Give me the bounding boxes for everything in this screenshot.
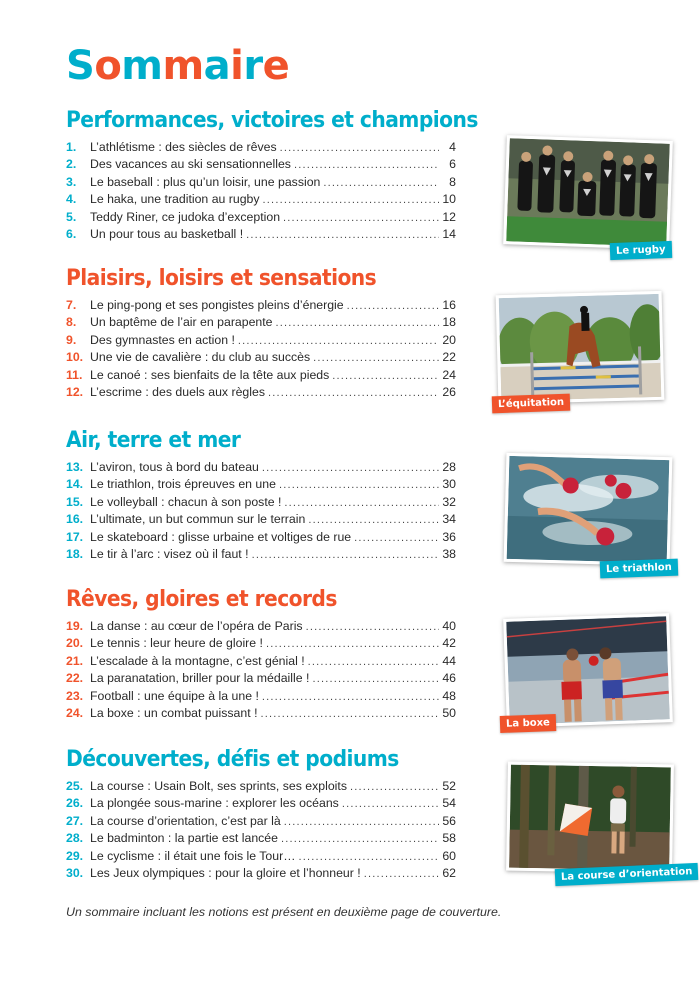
toc-number: 13. bbox=[66, 460, 84, 474]
section-title: Rêves, gloires et records bbox=[66, 587, 337, 612]
toc-item[interactable] bbox=[66, 495, 456, 512]
toc-title: La course d’orientation, c’est par là bbox=[90, 813, 281, 828]
toc-title: Le badminton : la partie est lancée bbox=[90, 831, 278, 846]
toc-item[interactable] bbox=[66, 298, 456, 315]
toc-title: Un pour tous au basketball ! bbox=[90, 226, 244, 241]
dot-leader bbox=[354, 532, 439, 544]
toc-title: Le tennis : leur heure de gloire ! bbox=[90, 636, 263, 651]
toc-number: 27. bbox=[66, 813, 84, 828]
title-letter: o bbox=[94, 43, 122, 89]
toc-page: 8 bbox=[449, 174, 456, 189]
photo-caption: Le rugby bbox=[610, 241, 672, 260]
toc-page: 6 bbox=[449, 157, 456, 172]
toc-title: Le tir à l’arc : visez où il faut ! bbox=[90, 546, 249, 561]
toc-title: L’aviron, tous à bord du bateau bbox=[90, 460, 259, 474]
toc-number: 26. bbox=[66, 796, 84, 811]
swimmers-image-icon bbox=[507, 456, 670, 563]
rugby-photo bbox=[503, 135, 673, 250]
section-title: Découvertes, défis et podiums bbox=[66, 747, 399, 772]
toc-title: Le skateboard : glisse urbaine et voltiges de rue bbox=[90, 529, 352, 544]
toc-page: 44 bbox=[442, 653, 456, 668]
dot-leader bbox=[306, 621, 439, 633]
dot-leader bbox=[266, 638, 439, 650]
toc-number: 7. bbox=[66, 298, 77, 312]
toc-page: 10 bbox=[442, 192, 456, 207]
swimming-photo bbox=[504, 453, 673, 566]
dot-leader bbox=[262, 691, 439, 703]
toc-list bbox=[66, 298, 456, 402]
toc-title: Des gymnastes en action ! bbox=[90, 332, 235, 347]
boxers-image-icon bbox=[506, 616, 669, 725]
toc-item[interactable] bbox=[66, 619, 456, 636]
toc-title: Le haka, une tradition au rugby bbox=[90, 192, 260, 207]
dot-leader bbox=[281, 833, 439, 845]
toc-number: 25. bbox=[66, 779, 84, 793]
section-title: Performances, victoires et champions bbox=[66, 108, 478, 133]
toc-number: 2. bbox=[66, 157, 77, 172]
toc-number: 11. bbox=[66, 367, 83, 382]
dot-leader bbox=[308, 514, 439, 526]
toc-item[interactable] bbox=[66, 385, 456, 402]
toc-title: Un baptême de l’air en parapente bbox=[90, 315, 273, 330]
toc-page: 62 bbox=[442, 865, 456, 880]
toc-number: 23. bbox=[66, 688, 84, 703]
toc-item[interactable] bbox=[66, 706, 456, 723]
toc-page: 36 bbox=[442, 529, 456, 544]
toc-title: L’athlétisme : des siècles de rêves bbox=[90, 140, 277, 154]
section-decouvertes bbox=[66, 745, 456, 883]
toc-number: 21. bbox=[66, 653, 84, 668]
toc-page: 4 bbox=[449, 140, 456, 154]
toc-number: 20. bbox=[66, 636, 84, 651]
toc-page: 16 bbox=[442, 298, 456, 312]
rugby-image-icon bbox=[506, 138, 669, 247]
toc-number: 29. bbox=[66, 848, 84, 863]
dot-leader bbox=[260, 708, 439, 720]
toc-item[interactable] bbox=[66, 175, 456, 192]
section-reves bbox=[66, 585, 456, 723]
boxing-photo bbox=[503, 613, 673, 728]
toc-page: 46 bbox=[442, 671, 456, 686]
toc-number: 12. bbox=[66, 384, 84, 399]
toc-page: 14 bbox=[442, 226, 456, 241]
section-performances bbox=[66, 106, 478, 244]
toc-title: Le triathlon, trois épreuves en une bbox=[90, 477, 276, 492]
toc-item[interactable] bbox=[66, 689, 456, 706]
toc-number: 8. bbox=[66, 315, 77, 330]
toc-item[interactable] bbox=[66, 849, 456, 866]
toc-page: 52 bbox=[442, 779, 456, 793]
orienteering-image-icon bbox=[509, 765, 671, 871]
toc-title: Le canoé : ses bienfaits de la tête aux pieds bbox=[90, 367, 330, 382]
toc-title: Le volleyball : chacun à son poste ! bbox=[90, 494, 282, 509]
toc-item[interactable] bbox=[66, 333, 456, 350]
toc-number: 3. bbox=[66, 174, 77, 189]
toc-page: 30 bbox=[442, 477, 456, 492]
dot-leader bbox=[252, 549, 439, 561]
section-title: Air, terre et mer bbox=[66, 428, 241, 453]
toc-page: 20 bbox=[442, 332, 456, 347]
dot-leader bbox=[246, 229, 439, 241]
toc-number: 19. bbox=[66, 619, 84, 633]
toc-title: Football : une équipe à la une ! bbox=[90, 688, 259, 703]
dot-leader bbox=[313, 352, 439, 364]
toc-item[interactable] bbox=[66, 796, 456, 813]
toc-title: L’escrime : des duels aux règles bbox=[90, 384, 265, 399]
toc-item[interactable] bbox=[66, 530, 456, 547]
footnote: Un sommaire incluant les notions est présent en deuxième page de couverture. bbox=[66, 905, 502, 919]
toc-title: Le ping-pong et ses pongistes pleins d’énergie bbox=[90, 298, 344, 312]
toc-title: La paranatation, briller pour la médaille ! bbox=[90, 671, 310, 686]
toc-item[interactable] bbox=[66, 460, 456, 477]
toc-item[interactable] bbox=[66, 477, 456, 494]
toc-item[interactable] bbox=[66, 512, 456, 529]
toc-title: Teddy Riner, ce judoka d’exception bbox=[90, 209, 281, 224]
toc-page: 48 bbox=[442, 688, 456, 703]
toc-title: La boxe : un combat puissant ! bbox=[90, 705, 258, 720]
toc-number: 30. bbox=[66, 865, 84, 880]
toc-item[interactable] bbox=[66, 350, 456, 367]
toc-item[interactable] bbox=[66, 547, 456, 564]
dot-leader bbox=[294, 159, 439, 171]
toc-item[interactable] bbox=[66, 368, 456, 385]
photo-caption: La boxe bbox=[500, 714, 556, 733]
dot-leader bbox=[263, 194, 439, 206]
toc-page: 12 bbox=[442, 209, 456, 224]
toc-page: 50 bbox=[442, 705, 456, 720]
toc-title: L’escalade à la montagne, c’est génial ! bbox=[90, 653, 305, 668]
toc-list bbox=[66, 460, 456, 564]
toc-list bbox=[66, 140, 456, 244]
toc-item[interactable] bbox=[66, 814, 456, 831]
toc-page: 28 bbox=[442, 460, 456, 474]
toc-item[interactable] bbox=[66, 866, 456, 883]
toc-page: 18 bbox=[442, 315, 456, 330]
photo-caption: L’équitation bbox=[492, 394, 571, 414]
toc-title: Une vie de cavalière : du club au succès bbox=[90, 350, 311, 365]
toc-item[interactable] bbox=[66, 779, 456, 796]
title-letter: m bbox=[162, 43, 204, 89]
toc-number: 22. bbox=[66, 671, 84, 686]
toc-title: La danse : au cœur de l’opéra de Paris bbox=[90, 619, 303, 633]
photo-caption: La course d’orientation bbox=[555, 863, 699, 886]
dot-leader bbox=[323, 177, 439, 189]
toc-list bbox=[66, 779, 456, 883]
toc-item[interactable] bbox=[66, 227, 456, 244]
toc-page: 54 bbox=[442, 796, 456, 811]
toc-page: 56 bbox=[442, 813, 456, 828]
equestrian-photo bbox=[496, 291, 665, 404]
toc-title: Des vacances au ski sensationnelles bbox=[90, 157, 291, 172]
title-letter: m bbox=[121, 43, 163, 89]
toc-number: 5. bbox=[66, 209, 77, 224]
title-letter: a bbox=[203, 43, 231, 89]
toc-page: 38 bbox=[442, 546, 456, 561]
toc-title: La plongée sous-marine : explorer les océans bbox=[90, 796, 339, 811]
toc-page: 40 bbox=[442, 619, 456, 633]
toc-item[interactable] bbox=[66, 671, 456, 688]
dot-leader bbox=[312, 673, 439, 685]
dot-leader bbox=[276, 317, 439, 329]
toc-item[interactable] bbox=[66, 192, 456, 209]
dot-leader bbox=[284, 497, 439, 509]
dot-leader bbox=[283, 212, 439, 224]
toc-page: 22 bbox=[442, 350, 456, 365]
toc-number: 4. bbox=[66, 192, 77, 207]
toc-item[interactable] bbox=[66, 210, 456, 227]
toc-list bbox=[66, 619, 456, 723]
section-air-terre-mer bbox=[66, 426, 456, 564]
dot-leader bbox=[268, 387, 439, 399]
dot-leader bbox=[238, 335, 439, 347]
dot-leader bbox=[284, 816, 439, 828]
orienteering-photo bbox=[506, 762, 674, 874]
dot-leader bbox=[299, 851, 440, 863]
dot-leader bbox=[350, 781, 439, 793]
toc-page: 32 bbox=[442, 494, 456, 509]
title-letter: e bbox=[262, 43, 290, 89]
toc-item[interactable] bbox=[66, 636, 456, 653]
toc-item[interactable] bbox=[66, 140, 456, 157]
dot-leader bbox=[279, 479, 439, 491]
page-title bbox=[66, 40, 289, 92]
toc-page: 26 bbox=[442, 384, 456, 399]
toc-number: 17. bbox=[66, 529, 84, 544]
toc-page: 58 bbox=[442, 831, 456, 846]
toc-number: 15. bbox=[66, 494, 84, 509]
toc-number: 16. bbox=[66, 512, 84, 527]
toc-number: 9. bbox=[66, 332, 77, 347]
toc-page: 34 bbox=[442, 512, 456, 527]
dot-leader bbox=[332, 370, 439, 382]
toc-item[interactable] bbox=[66, 654, 456, 671]
toc-number: 28. bbox=[66, 831, 84, 846]
toc-title: Le cyclisme : il était une fois le Tour… bbox=[90, 848, 296, 863]
section-title: Plaisirs, loisirs et sensations bbox=[66, 266, 377, 291]
toc-page: 42 bbox=[442, 636, 456, 651]
horse-jump-image-icon bbox=[499, 294, 662, 401]
toc-item[interactable] bbox=[66, 315, 456, 332]
toc-title: L’ultimate, un but commun sur le terrain bbox=[90, 512, 306, 527]
dot-leader bbox=[280, 142, 439, 154]
section-plaisirs bbox=[66, 264, 456, 402]
dot-leader bbox=[262, 462, 439, 474]
toc-title: La course : Usain Bolt, ses sprints, ses exploits bbox=[90, 779, 347, 793]
title-letter: S bbox=[66, 43, 95, 89]
title-letter: i bbox=[230, 43, 244, 89]
toc-number: 14. bbox=[66, 477, 84, 492]
dot-leader bbox=[308, 656, 439, 668]
toc-item[interactable] bbox=[66, 831, 456, 848]
toc-item[interactable] bbox=[66, 157, 456, 174]
toc-page: 24 bbox=[442, 367, 456, 382]
dot-leader bbox=[364, 868, 439, 880]
toc-number: 18. bbox=[66, 546, 84, 561]
dot-leader bbox=[342, 798, 439, 810]
toc-title: Le baseball : plus qu’un loisir, une passion bbox=[90, 174, 321, 189]
toc-page: 60 bbox=[442, 848, 456, 863]
dot-leader bbox=[347, 300, 439, 312]
toc-number: 24. bbox=[66, 705, 84, 720]
toc-number: 1. bbox=[66, 140, 77, 154]
toc-number: 10. bbox=[66, 350, 84, 365]
toc-title: Les Jeux olympiques : pour la gloire et l’honneur ! bbox=[90, 865, 361, 880]
toc-number: 6. bbox=[66, 226, 77, 241]
title-letter: r bbox=[243, 43, 263, 89]
photo-caption: Le triathlon bbox=[600, 559, 678, 579]
